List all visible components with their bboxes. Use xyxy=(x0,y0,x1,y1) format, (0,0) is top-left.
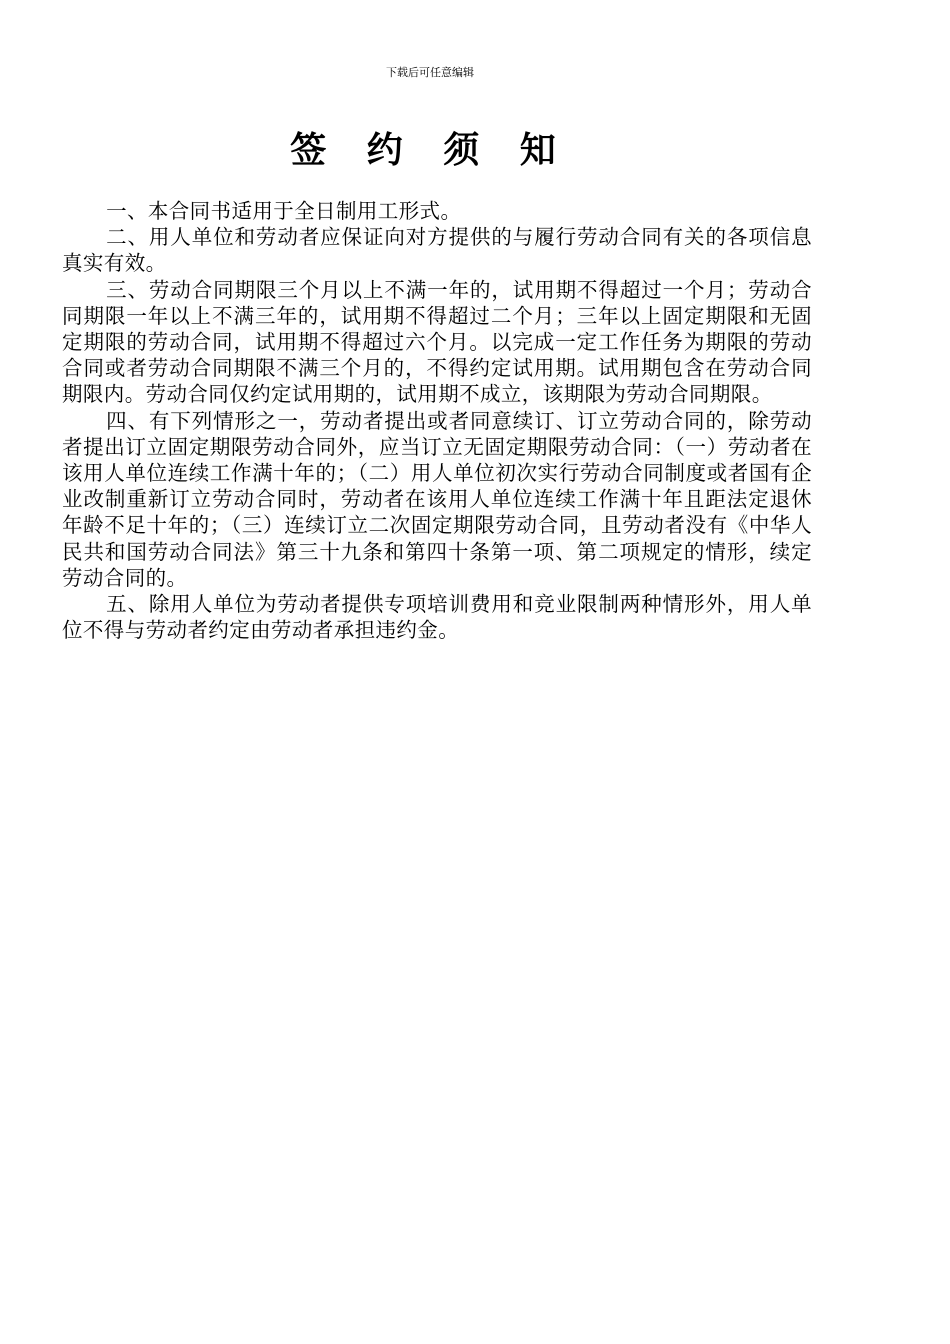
clause-1: 一、本合同书适用于全日制用工形式。 xyxy=(106,199,462,223)
header-note: 下载后可任意编辑 xyxy=(386,66,474,79)
clause-4: 四、有下列情形之一，劳动者提出或者同意续订、订立劳动合同的，除劳动者提出订立固定期限劳动合同外，应当订立无固定期限劳动合同：（一）劳动者在该用人单位连续工作满十年的；（二）用人单位初次实行劳动合同制度或者国有企业改制重新订立劳动合同时，劳动者在该用人单位连续工作满十年且距法定退休年龄不足十年的；（三）连续订立二次固定期限劳动合同，且劳动者没有《中华人民共和国劳动合同法》第三十九条和第四十条第一项、第二项规定的情形，续定劳动合同的。 xyxy=(62,408,812,590)
document-body xyxy=(62,198,812,643)
clause-2: 二、用人单位和劳动者应保证向对方提供的与履行劳动合同有关的各项信息真实有效。 xyxy=(62,225,812,276)
clause-3: 三、劳动合同期限三个月以上不满一年的，试用期不得超过一个月；劳动合同期限一年以上不满三年的，试用期不得超过二个月；三年以上固定期限和无固定期限的劳动合同，试用期不得超过六个月。以完成一定工作任务为期限的劳动合同或者劳动合同期限不满三个月的，不得约定试用期。试用期包含在劳动合同期限内。劳动合同仅约定试用期的，试用期不成立，该期限为劳动合同期限。 xyxy=(62,277,812,407)
clause-5: 五、除用人单位为劳动者提供专项培训费用和竞业限制两种情形外，用人单位不得与劳动者约定由劳动者承担违约金。 xyxy=(62,592,812,643)
page-title: 签 约 须 知 xyxy=(290,129,570,171)
